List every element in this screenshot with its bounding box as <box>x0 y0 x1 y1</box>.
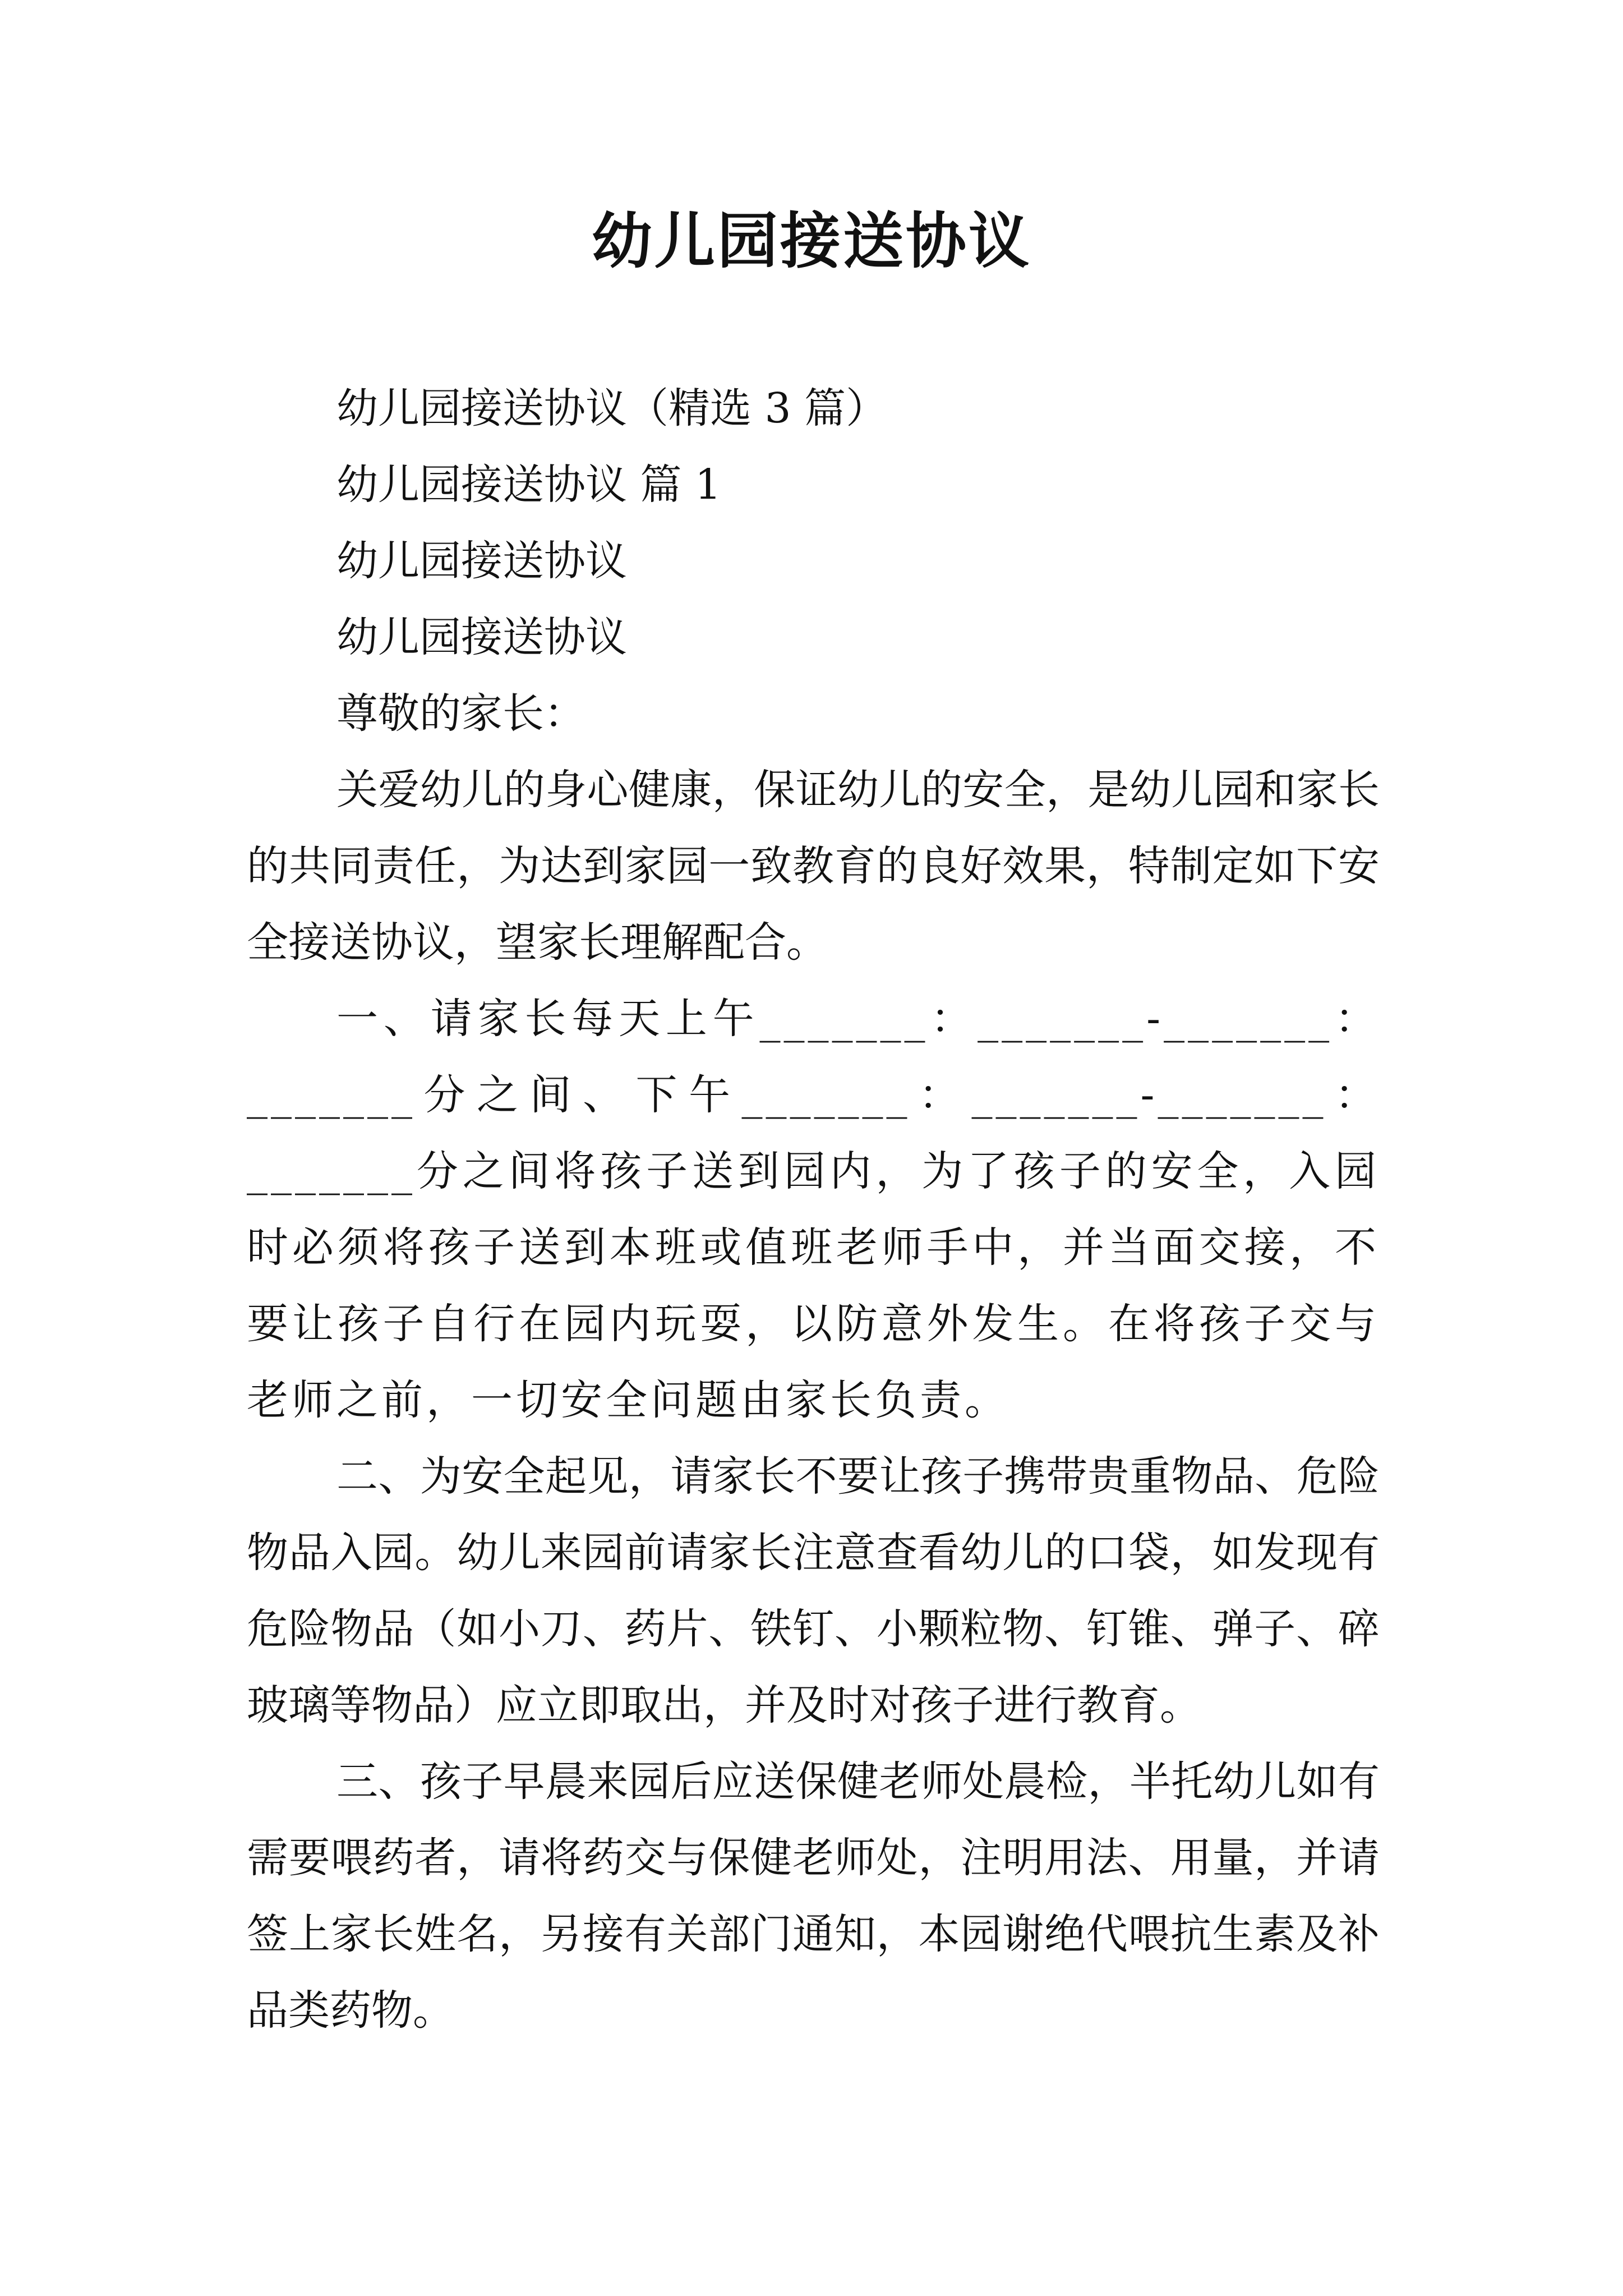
intro-paragraph: 关爱幼儿的身心健康，保证幼儿的安全，是幼儿园和家长的共同责任，为达到家园一致教育的良好效果，特制定如下安全接送协议，望家长理解配合。 <box>247 766 1380 967</box>
document-body <box>247 370 1380 2049</box>
agreement-heading: 幼儿园接送协议 <box>336 537 627 585</box>
agreement-heading: 幼儿园接送协议 <box>336 613 627 661</box>
clause-one-paragraph: 一、请家长每天上午_______：_______-_______：_______分之间、下午_______：_______-_______：_______分之间将孩子送到园内，为了孩子的安全，入园时必须将孩子送到本班或值班老师手中，并当面交接，不要让孩子自行在园内玩耍，以防意外发生。在将孩子交与老师之前，一切安全问题由家长负责。 <box>247 995 1380 1424</box>
salutation: 尊敬的家长： <box>336 689 585 738</box>
clause-two-paragraph: 二、为安全起见，请家长不要让孩子携带贵重物品、危险物品入园。幼儿来园前请家长注意查看幼儿的口袋，如发现有危险物品（如小刀、药片、铁钉、小颗粒物、钉锥、弹子、碎玻璃等物品）应立即取出，并及时对孩子进行教育。 <box>247 1452 1380 1729</box>
section-heading: 幼儿园接送协议 篇 1 <box>336 461 722 509</box>
subtitle-line: 幼儿园接送协议（精选 3 篇） <box>336 384 888 432</box>
document-title: 幼儿园接送协议 <box>591 206 1031 277</box>
clause-three-paragraph: 三、孩子早晨来园后应送保健老师处晨检，半托幼儿如有需要喂药者，请将药交与保健老师处，注明用法、用量，并请签上家长姓名，另接有关部门通知，本园谢绝代喂抗生素及补品类药物。 <box>247 1757 1380 2035</box>
